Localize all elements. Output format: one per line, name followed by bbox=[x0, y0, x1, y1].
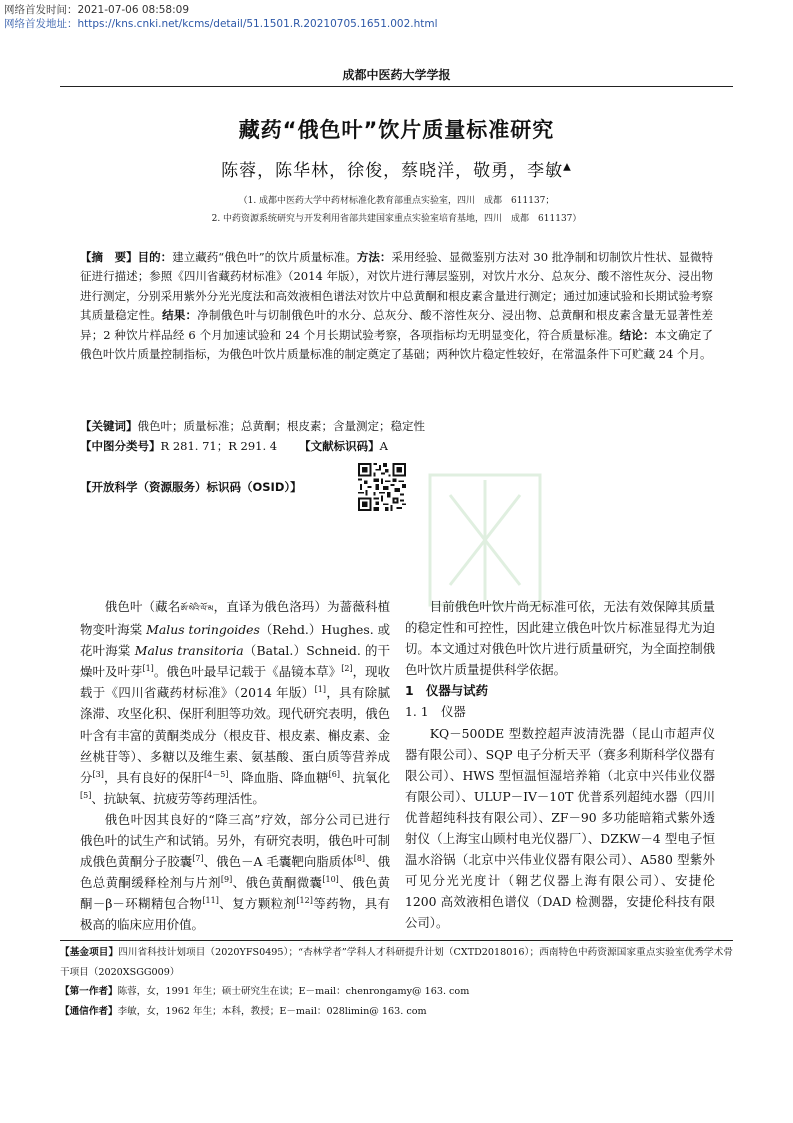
affiliation-2: 2. 中药资源系统研究与开发利用省部共建国家重点实验室培育基地，四川 成都 611137） bbox=[211, 214, 582, 224]
citation[interactable]: [11] bbox=[202, 896, 219, 906]
left-column bbox=[80, 596, 390, 936]
conclusion-text: 本文确定了俄色叶饮片质量控制指标，为俄色叶饮片质量标准的制定奠定了基础；两种饮片稳定性较好，在常温条件下可贮藏 24 个月。 bbox=[80, 327, 714, 362]
fund-note: 【基金项目】四川省科技计划项目（2020YFS0495）；“杏林学者”学科人才科研提升计划（CXTD2018016）；西南特色中药资源国家重点实验室优秀学术骨干项目（2020XSGG009） bbox=[60, 947, 733, 978]
species-name-1: Malus toringoides bbox=[146, 622, 260, 638]
conclusion-label: 结论： bbox=[619, 327, 655, 342]
clc-label: 【中图分类号】 bbox=[80, 439, 161, 453]
right-column bbox=[405, 596, 715, 934]
footnote-rule bbox=[60, 940, 733, 941]
subsection-heading: 1. 1 仪器 bbox=[405, 704, 466, 720]
objective-label: 目的： bbox=[137, 250, 173, 264]
results-text: 净制俄色叶与切制俄色叶的水分、总灰分、酸不溶性灰分、浸出物、总黄酮和根皮素含量无显著性差异；2 种饮片样品经 6 个月加速试验和 24 个月长期试验考察，各项指标均无明显变化，符合质量标准。 bbox=[80, 308, 714, 342]
citation[interactable]: [9] bbox=[220, 875, 233, 885]
corresponding-mark: ▲ bbox=[563, 161, 572, 173]
methods-text: 采用经验、显微鉴别方法对 30 批净制和切制饮片性状、显微特征进行描述；参照《四川省藏药材标准》（2014 年版），对饮片进行薄层鉴别，对饮片水分、总灰分、酸不溶性灰分、浸出物进行测定，分别采用紫外分光光度法和高效液相色谱法对饮片中总黄酮和根皮素含量进行测定；通过加速试验和长期试验考察其质量稳定性。 bbox=[80, 250, 714, 323]
citation[interactable]: [5] bbox=[80, 790, 92, 800]
results-label: 结果： bbox=[162, 308, 198, 323]
citation[interactable]: [1] bbox=[142, 664, 154, 674]
intro-paragraph-3: 目前俄色叶饮片尚无标准可依，无法有效保障其质量的稳定性和可控性，因此建立俄色叶饮片标准显得尤为迫切。本文通过对俄色叶饮片进行质量研究，为全面控制俄色叶饮片质量提供科学依据。 bbox=[405, 599, 715, 678]
citation[interactable]: [7] bbox=[192, 854, 204, 863]
clc-value: R 281. 71；R 291. 4 bbox=[160, 439, 278, 453]
citation[interactable]: [2] bbox=[341, 664, 353, 674]
online-publish-time: 网络首发时间：2021-07-06 08:58:09 bbox=[4, 4, 190, 16]
intro-paragraph-1: 俄色叶（藏名ཨོ་སེའི་ལོ་མ，直译为俄色洛玛）为蔷薇科植物变叶海棠 Malus toringoides（Rehd.）Hughes. 或花叶海棠 Malus transitoria（Batal.）Schneid. 的干燥叶及叶芽[1]。俄色叶最早记载于《晶镜本草》[2]，现收载于《四川省藏药材标准》（2014 年版）[1]，具有除腻涤滞、攻坚化积、保肝利胆等功效。现代研究表明，俄色叶含有丰富的黄酮类成分（根皮苷、根皮素、槲皮素、金丝桃苷等）、多糖以及维生素、氨基酸、蛋白质等营养成分[3]，具有良好的保肝[4－5]、降血脂、降血糖[6]、抗氧化[5]、抗缺氧、抗疲劳等药理活性。 bbox=[80, 599, 391, 806]
section-heading: 1 仪器与试药 bbox=[405, 683, 488, 699]
footnotes bbox=[60, 943, 733, 1021]
methods-label: 方法： bbox=[356, 250, 392, 264]
author-names: 陈蓉，陈华林，徐俊，蔡晓洋，敬勇，李敏 bbox=[221, 161, 564, 181]
species-name-2: Malus transitoria bbox=[134, 643, 244, 659]
citation[interactable]: [10] bbox=[322, 875, 339, 885]
keywords bbox=[80, 418, 425, 434]
keywords-label: 【关键词】 bbox=[80, 419, 138, 433]
doc-code-label: 【文献标识码】 bbox=[299, 439, 380, 453]
citation[interactable]: [6] bbox=[328, 769, 340, 779]
objective-text: 建立藏药“俄色叶”的饮片质量标准。 bbox=[172, 250, 357, 264]
classification bbox=[80, 438, 388, 454]
citation[interactable]: [3] bbox=[92, 769, 104, 779]
citation[interactable]: [12] bbox=[296, 896, 313, 906]
osid-label: 【开放科学（资源服务）标识码（OSID）】 bbox=[80, 480, 302, 494]
first-author-note: 【第一作者】陈蓉，女，1991 年生；硕士研究生在读；E－mail：chenrongamy@ 163. com bbox=[60, 986, 470, 997]
paper-title: 藏药“俄色叶”饮片质量标准研究 bbox=[238, 118, 555, 142]
intro-paragraph-2: 俄色叶因其良好的“降三高”疗效，部分公司已进行俄色叶的试生产和试销。另外，有研究表明，俄色叶可制成俄色黄酮分子胶囊[7]、俄色－A 毛囊靶向脂质体[8]、俄色总黄酮缓释栓剂与片剂[9]、俄色黄酮微囊[10]、俄色黄酮－β－环糊精包合物[11]、复方颗粒剂[12]等药物，具有极高的临床应用价值。 bbox=[80, 811, 391, 933]
journal-name: 成都中医药大学学报 bbox=[342, 68, 451, 82]
header-rule bbox=[60, 86, 733, 87]
instruments-paragraph: KQ－500DE 型数控超声波清洗器（昆山市超声仪器有限公司）、SQP 电子分析天平（赛多利斯科学仪器有限公司）、HWS 型恒温恒湿培养箱（北京中兴伟业仪器有限公司）、ULUP－IV－10T 优普系列超纯水器（四川优普超纯科技有限公司）、ZF－90 多功能暗箱式紫外透射仪（上海宝山顾村电光仪器厂）、DZKW－4 型电子恒温水浴锅（北京中兴伟业仪器有限公司）、A580 型紫外可见分光光度计（翱艺仪器上海有限公司）、安捷伦 1200 高效液相色谱仪（DAD 检测器，安捷伦科技有限公司）。 bbox=[405, 725, 715, 931]
abstract-label: 【摘 要】 bbox=[80, 250, 138, 264]
citation[interactable]: [4－5] bbox=[204, 769, 229, 779]
citation[interactable]: [1] bbox=[314, 685, 326, 695]
citation[interactable]: [8] bbox=[353, 854, 366, 863]
corresponding-author-note: 【通信作者】李敏，女，1962 年生；本科，教授；E－mail：028limin@ 163. com bbox=[60, 1005, 427, 1017]
doc-code-value: A bbox=[379, 439, 388, 453]
abstract bbox=[80, 248, 713, 364]
qr-code-icon[interactable] bbox=[358, 463, 406, 511]
online-publish-address[interactable]: 网络首发地址：https://kns.cnki.net/kcms/detail/51.1501.R.20210705.1651.002.html bbox=[4, 18, 438, 30]
keywords-text: 俄色叶；质量标准；总黄酮；根皮素；含量测定；稳定性 bbox=[137, 419, 425, 433]
affiliation-1: （1. 成都中医药大学中药材标准化教育部重点实验室，四川 成都 611137； bbox=[238, 196, 555, 206]
author-list bbox=[0, 156, 793, 181]
